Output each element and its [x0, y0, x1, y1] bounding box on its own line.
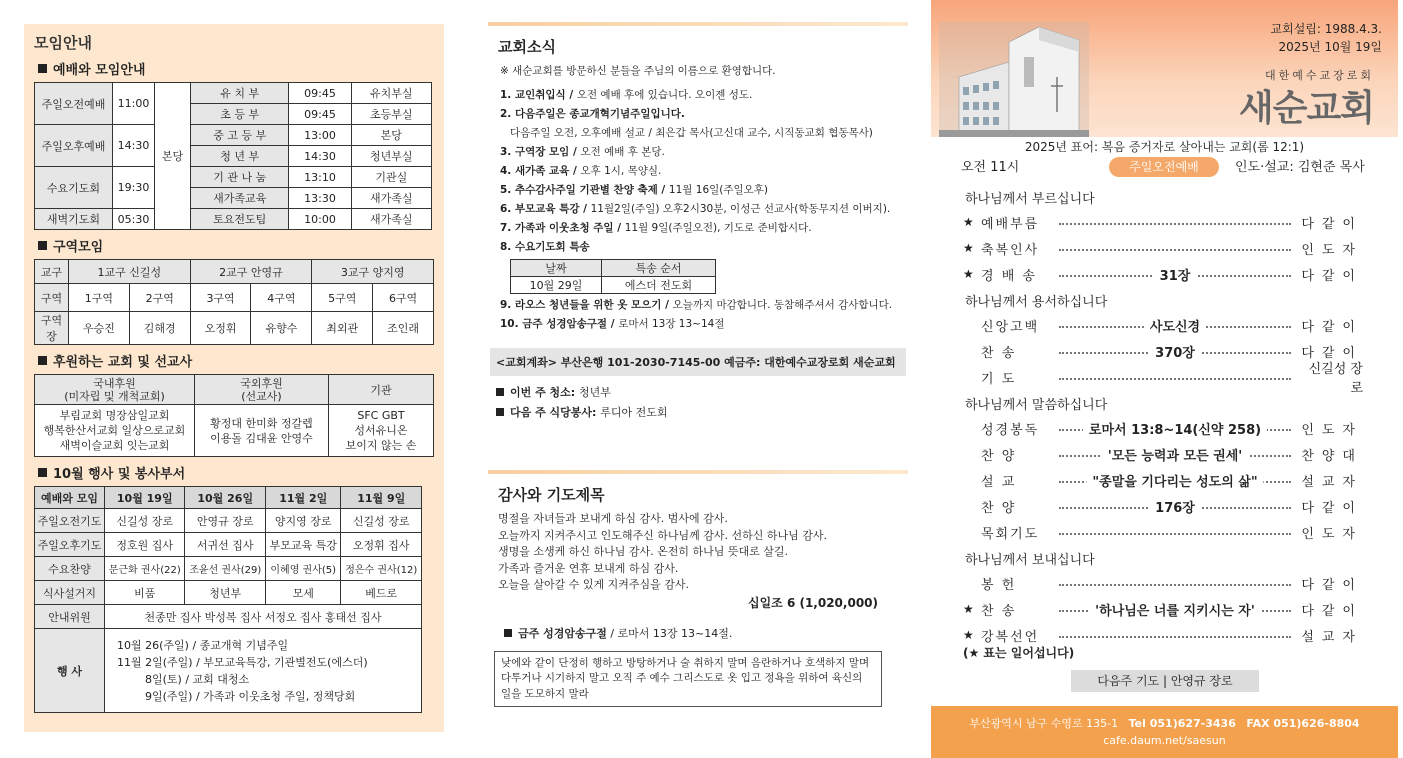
events-cell: 이혜영 권사(5) [265, 557, 341, 581]
zone-cell: 3구역 [190, 284, 251, 312]
address: 부산광역시 남구 수영로 135-1 [969, 717, 1119, 730]
service-header [961, 156, 1381, 178]
mini-head: 특송 순서 [602, 260, 716, 277]
order-item-person: 신길성 장로 [1308, 362, 1363, 396]
leader-cell: 유향수 [251, 312, 312, 345]
divider [488, 22, 908, 26]
zone-label: 구역 [35, 284, 69, 312]
order-item-label: 경 배 송 [981, 268, 1037, 284]
events-head: 10월 19일 [105, 487, 185, 509]
events-cell: 비품 [105, 581, 185, 605]
support-domestic-list: 부림교회 명장삼일교회 행복한산서교회 일상으로교회 새벽이슬교회 잇는교회 [35, 405, 195, 457]
events-cell: 오정휘 집사 [341, 533, 422, 557]
order-item-person: 인도자 [1301, 422, 1363, 438]
events-head: 예배와 모임 [35, 487, 105, 509]
dept-name: 기 관 나 눔 [191, 167, 289, 188]
order-item-person: 다같이 [1301, 500, 1363, 516]
service-name-badge: 주일오전예배 [1109, 157, 1219, 177]
dept-name: 유 치 부 [191, 83, 289, 104]
event-list: 10월 26(주일) / 종교개혁 기념주일 11월 2일(주일) / 부모교육특강, 기관별전도(에스더) 8일(토) / 교회 대청소 9일(주일) / 가족과 이웃초청 주일, 정책당회 [105, 629, 422, 713]
service-leader: 인도·설교: 김현준 목사 [1235, 160, 1365, 175]
bulletin-date: 2025년 10월 19일 [1278, 40, 1382, 54]
order-item-detail: '모든 능력과 모든 권세' [1102, 445, 1249, 464]
order-item-person: 설교자 [1301, 474, 1363, 490]
order-row [963, 570, 1363, 596]
church-account: <교회계좌> 부산은행 101-2030-7145-00 예금주: 대한예수교장로회 새순교회 [490, 348, 906, 376]
news-item: 4. 새가족 교육 / 오후 1시, 목양실. [500, 165, 662, 177]
events-cell: 정호원 집사 [105, 533, 185, 557]
order-item-person: 다같이 [1301, 603, 1363, 619]
order-item-label: 봉 헌 [981, 577, 1017, 593]
worship-time: 14:30 [113, 125, 155, 167]
church-logo-text: 새순교회 [1238, 88, 1374, 129]
church-header [931, 0, 1398, 137]
order-item-detail: 로마서 13:8~14(신약 258) [1083, 419, 1267, 438]
memory-verse-label: 금주 성경암송구절 / 로마서 13장 13~14절. [504, 625, 908, 641]
events-cell: 문근화 권사(22) [105, 557, 185, 581]
support-org-head: 기관 [329, 375, 434, 405]
order-item-detail: 31장 [1154, 265, 1197, 284]
worship-time: 19:30 [113, 167, 155, 209]
dept-name: 중 고 등 부 [191, 125, 289, 146]
mini-song: 에스더 전도회 [602, 277, 716, 294]
events-cell: 조윤선 권사(29) [185, 557, 265, 581]
denomination: 대한예수교장로회 [1264, 69, 1374, 82]
order-section-heading: 하나님께서 용서하십니다 [965, 295, 1108, 310]
zone-cell: 2구역 [129, 284, 190, 312]
support-foreign-list: 황정대 한미화 정갈렙 이용돌 김대윤 안영수 [195, 405, 329, 457]
order-item-label: 목회기도 [981, 526, 1040, 542]
welcome-note: ※ 새순교회를 방문하신 분들을 주님의 이름으로 환영합니다. [500, 65, 776, 77]
events-table [34, 486, 422, 713]
events-head: 11월 9일 [341, 487, 422, 509]
order-item-label: 설 교 [981, 474, 1017, 490]
news-item: 7. 가족과 이웃초청 주일 / 11월 9일(주일오전), 기도로 준비합시다. [500, 222, 812, 234]
dept-time: 09:45 [289, 83, 351, 104]
support-heading: 후원하는 교회 및 선교사 [38, 351, 434, 370]
events-heading: 10월 행사 및 봉사부서 [38, 463, 434, 482]
clean-info: 이번 주 청소: 청년부 [496, 384, 908, 400]
order-item-detail: 176장 [1149, 497, 1201, 516]
order-item-label: 강복선언 [981, 629, 1040, 645]
fax: FAX 051)626-8804 [1246, 717, 1360, 730]
dept-time: 10:00 [289, 209, 351, 230]
dept-place: 기관실 [351, 167, 431, 188]
news-item: 6. 부모교육 특강 / 11월2일(주일) 오후2시30분, 이성근 선교사(학동무지션 이버지). [500, 203, 891, 215]
standing-star: ★ [963, 215, 974, 229]
support-domestic-head: 국내후원 (미자립 및 개척교회) [35, 375, 195, 405]
news-item: 2. 다음주일은 종교개혁기념주일입니다. [500, 108, 685, 120]
zone-cell: 4구역 [251, 284, 312, 312]
order-row [963, 209, 1363, 235]
order-item-person: 다같이 [1301, 319, 1363, 335]
news-item: 8. 수요기도회 특송 [500, 241, 590, 253]
zone-cell: 1구역 [69, 284, 130, 312]
dept-time: 14:30 [289, 146, 351, 167]
divider [488, 470, 908, 474]
order-item-detail: 370장 [1149, 342, 1201, 361]
news-list-2 [500, 296, 908, 334]
order-section-heading: 하나님께서 말씀하십니다 [965, 398, 1108, 413]
district-label: 교구 [35, 260, 69, 284]
order-row [963, 596, 1363, 622]
events-cell: 서귀선 집사 [185, 533, 265, 557]
mini-date: 10월 29일 [511, 277, 602, 294]
order-item-person: 다같이 [1301, 216, 1363, 232]
order-section-heading: 하나님께서 부르십니다 [965, 192, 1095, 207]
order-item-label: 찬 양 [981, 448, 1017, 464]
zone-cell: 6구역 [373, 284, 434, 312]
district-group: 2교구 안영규 [190, 260, 312, 284]
events-row-label: 식사설거지 [35, 581, 105, 605]
order-row [963, 235, 1363, 261]
meeting-info-title: 모임안내 [34, 34, 92, 52]
tithe: 십일조 6 (1,020,000) [747, 595, 878, 610]
order-row [963, 493, 1363, 519]
support-org-list: SFC GBT 성서유니온 보이지 않는 손 [329, 405, 434, 457]
cafe-url: cafe.daum.net/saesun [1103, 734, 1226, 747]
worship-time: 05:30 [113, 209, 155, 230]
support-foreign-head: 국외후원 (선교사) [195, 375, 329, 405]
events-head: 11월 2일 [265, 487, 341, 509]
support-table [34, 374, 434, 457]
events-cell: 부모교육 특강 [265, 533, 341, 557]
order-item-label: 찬 송 [981, 603, 1017, 619]
order-item-person: 다같이 [1301, 268, 1363, 284]
news-item: 1. 교인취입식 / 오전 예배 후에 있습니다. 오이젠 성도. [500, 89, 753, 101]
order-row [963, 312, 1363, 338]
dept-name: 청 년 부 [191, 146, 289, 167]
district-heading: 구역모임 [38, 236, 434, 255]
events-row-label: 수요찬양 [35, 557, 105, 581]
dept-time: 13:10 [289, 167, 351, 188]
leader-cell: 조인래 [373, 312, 434, 345]
worship-heading: 예배와 모임안내 [38, 59, 434, 78]
dept-place: 청년부실 [351, 146, 431, 167]
leader-cell: 김해경 [129, 312, 190, 345]
news-item: 9. 라오스 청년들을 위한 옷 모으기 / 오늘까지 마감합니다. 동참해주셔서 감사합니다. [500, 299, 893, 311]
dept-time: 09:45 [289, 104, 351, 125]
order-item-person: 설교자 [1301, 629, 1363, 645]
standing-star: ★ [963, 267, 974, 281]
thanks-list: 명절을 자녀들과 보내게 하심 감사. 범사에 감사. 오늘까지 지켜주시고 인도해주신 하나님께 감사. 선하신 하나님 감사. 생명을 소생케 하신 하나님 감사. 온전히 하나님 뜻대로 살길. 가족과 즐거운 연휴 보내게 하심 감사. 오늘을 살아갈 수 있게 지켜주심을 감사. [498, 512, 827, 591]
meal-info: 다음 주 식당봉사: 루디아 전도회 [496, 404, 908, 420]
event-label: 행 사 [35, 629, 105, 713]
order-row [963, 441, 1363, 467]
order-item-label: 찬 송 [981, 345, 1017, 361]
dept-place: 유치부실 [351, 83, 431, 104]
order-section-heading: 하나님께서 보내십니다 [965, 553, 1095, 568]
events-cell: 신길성 장로 [105, 509, 185, 533]
leader-cell: 우승진 [69, 312, 130, 345]
order-item-label: 예배부름 [981, 216, 1040, 232]
order-row [963, 467, 1363, 493]
events-cell: 모세 [265, 581, 341, 605]
order-row [963, 415, 1363, 441]
annual-motto: 2025년 표어: 복음 증거자로 살아내는 교회(롬 12:1) [1024, 140, 1305, 154]
worship-name: 수요기도회 [35, 167, 113, 209]
events-cell: 베드로 [341, 581, 422, 605]
dept-place: 본당 [351, 125, 431, 146]
news-list [500, 86, 908, 257]
worship-name: 새벽기도회 [35, 209, 113, 230]
special-song-table [510, 259, 716, 294]
events-cell: 정은수 권사(12) [341, 557, 422, 581]
order-item-person: 인도자 [1301, 526, 1363, 542]
dept-time: 13:00 [289, 125, 351, 146]
zone-cell: 5구역 [312, 284, 373, 312]
order-of-worship-panel [931, 0, 1398, 758]
news-item: 3. 구역장 모임 / 오전 예배 후 본당. [500, 146, 665, 158]
thanks-title: 감사와 기도제목 [498, 486, 605, 504]
guide-label: 안내위원 [35, 605, 105, 629]
order-item-person: 찬양대 [1301, 448, 1363, 464]
worship-name: 주일오후예배 [35, 125, 113, 167]
standing-star: ★ [963, 602, 974, 616]
leader-cell: 오정휘 [190, 312, 251, 345]
worship-name: 주일오전예배 [35, 83, 113, 125]
order-item-detail: "종말을 기다리는 성도의 삶" [1086, 471, 1263, 490]
meeting-info-panel [24, 24, 444, 732]
next-prayer: 다음주 기도 | 안영규 장로 [1071, 670, 1259, 692]
events-cell: 신길성 장로 [341, 509, 422, 533]
news-item: 5. 추수감사주일 기관별 찬양 축제 / 11월 16일(주일오후) [500, 184, 769, 196]
order-row [963, 362, 1363, 396]
order-item-person: 다같이 [1301, 577, 1363, 593]
events-row-label: 주일오전기도 [35, 509, 105, 533]
dept-place: 새가족실 [351, 209, 431, 230]
worship-time: 11:00 [113, 83, 155, 125]
dept-name: 초 등 부 [191, 104, 289, 125]
guide-list: 천종만 집사 박성복 집사 서정오 집사 홍태선 집사 [105, 605, 422, 629]
leader-cell: 최외관 [312, 312, 373, 345]
order-row [963, 261, 1363, 287]
order-row [963, 519, 1363, 545]
order-item-detail: 사도신경 [1144, 316, 1206, 335]
order-item-label: 신앙고백 [981, 319, 1040, 335]
standing-star: ★ [963, 241, 974, 255]
service-time: 오전 11시 [961, 160, 1020, 175]
standing-note: (★ 표는 일어섭니다) [963, 646, 1075, 660]
news-title: 교회소식 [498, 38, 556, 56]
church-dates [1271, 20, 1382, 56]
order-item-detail: '하나님은 너를 지키시는 자' [1089, 600, 1261, 619]
district-table [34, 259, 434, 345]
est-date: 교회설립: 1988.4.3. [1270, 22, 1382, 36]
order-item-person: 다같이 [1301, 345, 1363, 361]
events-row-label: 주일오후기도 [35, 533, 105, 557]
main-hall-label: 본당 [155, 83, 191, 230]
events-head: 10월 26일 [185, 487, 265, 509]
church-footer [931, 706, 1398, 758]
dept-place: 새가족실 [351, 188, 431, 209]
church-news-panel [488, 22, 908, 734]
district-group: 3교구 양지영 [312, 260, 434, 284]
church-building-image [939, 22, 1089, 137]
district-group: 1교구 신길성 [69, 260, 191, 284]
dept-place: 초등부실 [351, 104, 431, 125]
order-item-label: 축복인사 [981, 242, 1040, 258]
dept-time: 13:30 [289, 188, 351, 209]
worship-table [34, 82, 432, 230]
order-item-label: 찬 양 [981, 500, 1017, 516]
mini-head: 날짜 [511, 260, 602, 277]
leader-label: 구역장 [35, 312, 69, 345]
events-cell: 청년부 [185, 581, 265, 605]
standing-star: ★ [963, 628, 974, 642]
news-item: 다음주일 오전, 오후예배 설교 / 최은갑 목사(고신대 교수, 시직동교회 협동목사) [510, 127, 873, 139]
phone: Tel 051)627-3436 [1128, 717, 1236, 730]
dept-name: 토요전도팀 [191, 209, 289, 230]
events-cell: 안영규 장로 [185, 509, 265, 533]
order-item-person: 인도자 [1301, 242, 1363, 258]
worship-order [963, 184, 1363, 648]
order-item-label: 기 도 [981, 371, 1017, 387]
news-item: 10. 금주 성경암송구절 / 로마서 13장 13~14절 [500, 318, 725, 330]
memory-verse: 낮에와 같이 단정히 행하고 방탕하거나 술 취하지 말며 음란하거나 호색하지 말며 다투거나 시기하지 말고 오직 주 예수 그리스도로 옷 입고 정욕을 위하여 육신의 일을 도모하지 말라 [494, 651, 882, 708]
events-cell: 양지영 장로 [265, 509, 341, 533]
dept-name: 새가족교육 [191, 188, 289, 209]
order-item-label: 성경봉독 [981, 422, 1040, 438]
